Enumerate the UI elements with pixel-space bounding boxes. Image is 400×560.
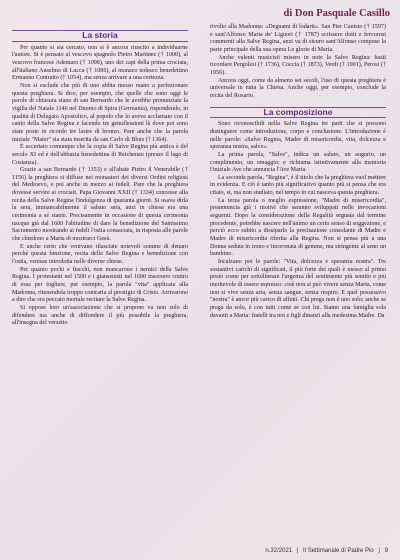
paragraph: La terza parola o meglio espressione, "Madre di misericordia", preannuncia già i motivi che saranno sviluppati nelle invocazioni seguenti. Dopo la considerazione della Regalità segnata dal termine precedente, potrebbe nascere nell'animo un certo senso di soggezione, e perciò ecco subito a dissiparlo la precisazione consolante di Madre e Madre di misericordia riferita alla Regina. Non si pensa più a una Donna seduta in trono e incoronata di gemme, ma stringente al seno un bambino.	[210, 197, 386, 258]
paragraph: Non si esclude che più di uno abbia messo mano a perfezionare questa preghiera. Si dice, per esempio, che quelle che sono oggi le parole di chiusura siano di san Bernardo che le avrebbe pronunziate la vigilia del Natale 1146 nel Duomo di Spira (Germania), rispondendo, in qualità di Delegato Apostolico, al popolo che lo aveva acclamato con il canto della Salve Regina e facendo tre genuflessioni là dove poi sono state poste in ricordo tre lastre di bronzo. Pare anche che la parola iniziale "Mater" sia stata inserita da san Carlo di Blois († 1364).	[12, 82, 188, 143]
paragraph: rivolto alla Madonna: «Degnami di lodarti». San Pier Canisio († 1597) e sant'Alfonso Maria de' Liguori († 1787) scrissero dotti e fervorosi commenti alla Salve Regina, anzi va di sicuro sant'Alfonso compose la parte principale della sua opera Le glorie di Maria.	[210, 24, 386, 53]
right-column	[210, 24, 386, 320]
paragraph: La seconda parola, "Regina", è il titolo che la preghiera vuol mettere in evidenza. E ciò è tanto più significativo quanto più si pensa che era citato, si, ma non studiato, nel tempo in cui nasceva questa preghiera.	[210, 174, 386, 197]
paragraph: La prima parola, "Salve", indica un saluto, un augurio, un complimento, un omaggio; e richiama istintivamente alla memoria l'iniziale Ave che annuncia l'Ave Maria.	[210, 151, 386, 174]
section-heading-storia: La storia	[12, 30, 188, 42]
footer-separator: |	[378, 548, 380, 554]
paragraph: Sono riconoscibili nella Salve Regina tre parti che si possono distinguere come introduzione, corpo e conclusione. L'introduzione è nelle parole: «Salve Regina, Madre di misericordia, vita, dolcezza e speranza nostra, salve».	[210, 121, 386, 151]
magazine-name: Il Settimanale di Padre Pio	[303, 548, 374, 554]
page-footer	[262, 548, 388, 554]
paragraph: Si oppose loro un'associazione che si propone va non solo di difendere ma anche di diffondere il più possibile la preghiera, all'insegna del versetto	[12, 304, 188, 327]
footer-separator: |	[296, 548, 299, 554]
paragraph: E anche certo che venivano rilasciate notevoli somme di denaro perché questa funzione, recita della Salve Regina e benedizione con l'ostia, venisse introdotta nelle diverse chiese.	[12, 243, 188, 266]
paragraph: È accertato comunque che la copia di Salve Regina più antica è del secolo XI ed è dell'abbazia benedettina di Reichenau (presso il lago di Costanza).	[12, 144, 188, 166]
issue-number: n.32/2021	[265, 548, 293, 554]
paragraph: Ancora oggi, come da almeno sei secoli, l'uso di questa preghiera è universale in tutta la Chiesa. Anche oggi, per esempio, conclude la recita del Rosario.	[210, 77, 386, 99]
paragraph: Per quanto pochi e fiacchi, non mancarono i nemici della Salve Regina. I protestanti nel 1500 e i giansenisti nel 1600 insorsero contro di essa per togliere, per esempio, la parola "vita" applicata alla Madonna, ritenendola troppo contraria al prestigio di Cristo. Arrivarono a dire che era peccato mortale recitare la Salve Regina.	[12, 266, 188, 304]
paragraph: Grazie a san Bernardo († 1153) e all'abate Pietro il Venerabile († 1156) la preghiera si diffuse nei monasteri dei diversi Ordini religiosi del Medioevo, e poi anche in mezzo ai fedeli. Pare che la preghiera dovesse servire ai crociati. Papa Giovanni XXII († 1334) concesse alla recita della Salve Regina l'indulgenza di quaranta giorni. Si usava dirla la sera, immancabilmente il sabato sera, anzi in chiesa era una cerimonia a sé stante. Precisamente in occasione di questa cerimonia nacque già dal 1600 l'abitudine di dare la benedizione del Santissimo Sacramento mostrando ai fedeli l'ostia consacrata, in risposta alle parole che chiedono a Maria di mostrarci Gesù.	[12, 167, 188, 243]
left-column	[12, 30, 188, 328]
section-heading-composizione: La composizione	[210, 107, 386, 119]
paragraph: Anche valenti musicisti misero in note la Salve Regina: basti ricordare Pergolesi († 1736), Coccia († 1873), Verdi († 1901), Perosi († 1956).	[210, 54, 386, 76]
page-number: 9	[384, 548, 388, 554]
author-line: di Don Pasquale Casillo	[283, 8, 390, 19]
paragraph: Incalzano poi le parole: "Vita, dolcezza e speranza nostra". Tre sostantivi carichi di significati, il più forte dei quali è messo al primo posto come per sottolineare l'urgenza del sentimento più sentito e più meritevole di essere espresso: cioè non si può vivere senza Maria, come non si vive senza aria, senza sangue, senza respiro. E quel possessivo "nostra" è ancor più carico di affetti. Chi prega non è uno solo; anche se prega da solo, è con tutti come se con lui. Siamo una famiglia sola davanti a Maria: fratelli tra noi e figli dinanzi alla medesima Madre. Da	[210, 259, 386, 319]
paragraph: Per quanto si sia cercato, non si è ancora riuscito a individuarne l'autore. Si è pensato al vescovo spagnolo Pietro Martinez († 1000), al vescovo francese Ademaro († 1098), uno dei capi della prima crociata, all'italiano Anselmo di Lucca († 1086), al monaco tedesco benedettino Ermanno Contratto († 1054), ma senza arrivare a una certezza.	[12, 44, 188, 82]
